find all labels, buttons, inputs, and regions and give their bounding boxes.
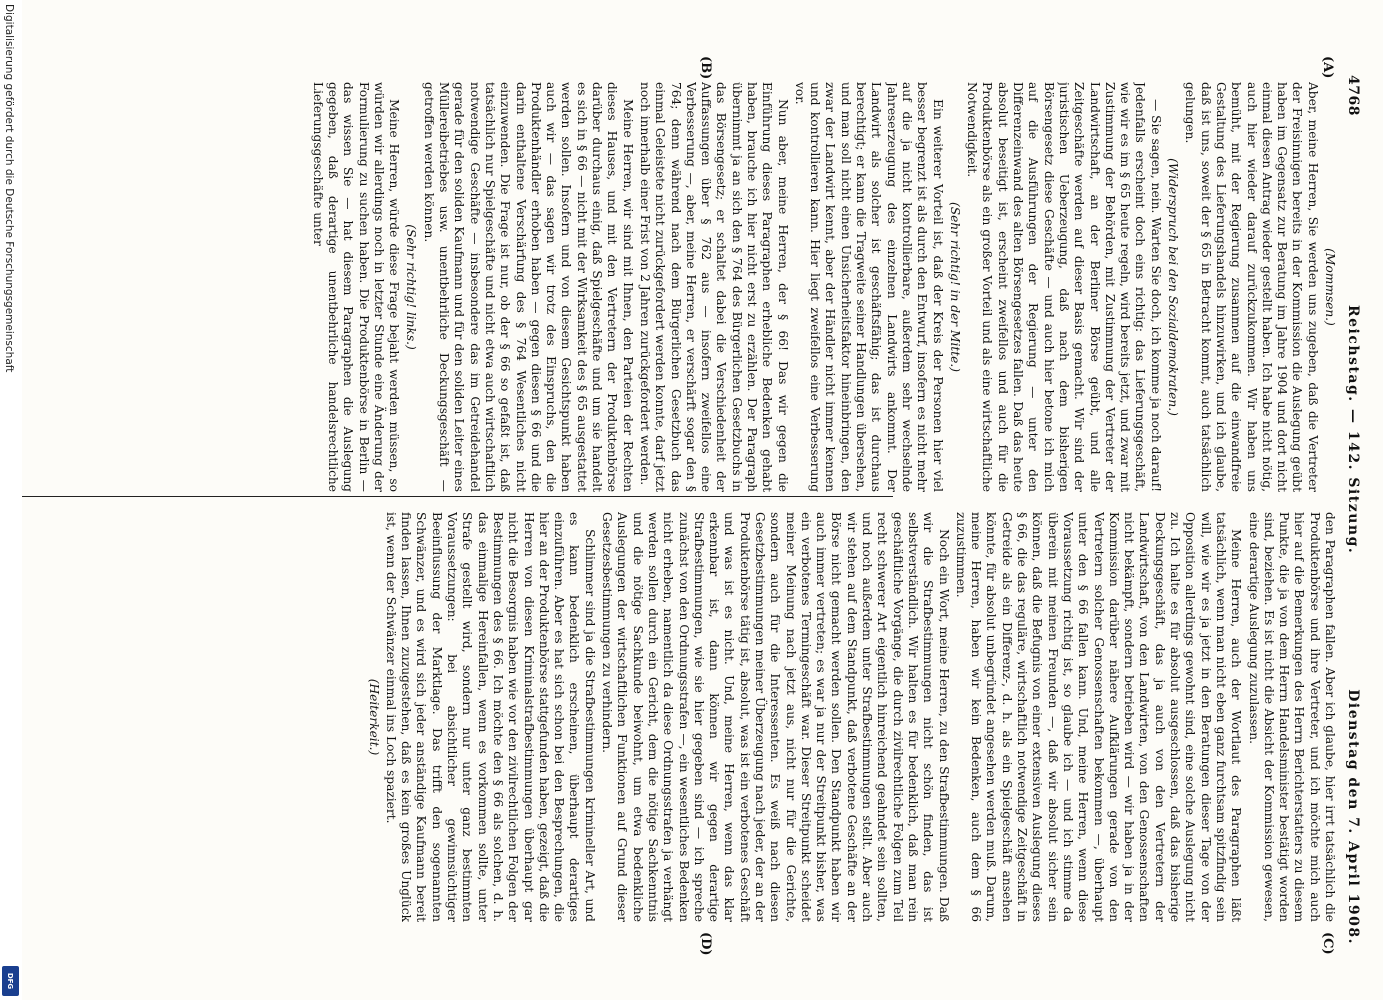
dfg-logo-text: DFG: [6, 972, 15, 990]
interjection: (Widerspruch bei den Sozialdemokraten.): [1166, 158, 1181, 416]
column-divider: [13, 496, 893, 497]
digitization-credit: [0, 0, 22, 1000]
paragraph: — Sie sagen, nein. Warten Sie doch, ich komme ja noch darauf! Jedenfalls erscheint doch eins richtig: das Lieferungsgeschäft, wie wir es im § 65 heute regeln, wird bereits jetzt, und zwar mit Zustimmung der Behörden, mit Zustimmung der Vertreter der Landwirtschaft, an der Berliner Börse geübt, und alle Zeitgeschäfte werden auf dieser Basis gemacht. Wir sind der juristischen Ueberzeugung, daß nach dem bisherigen Börsengesetz diese Geschäfte — und auch hier betone ich mich auf die Ausführungen der Regierung — unter den Differenzeinwand des alten Börsengesetzes fallen. Daß das heute absolut beseitigt ist, erscheint zweifellos und auch für die Produktenbörse als ein großer Vorteil und als eine wirtschaftliche Notwendigkeit.: [965, 82, 1163, 492]
interjection: (Sehr richtig! in der Mitte.): [947, 202, 962, 372]
paragraph: Meine Herren, auch der Wortlaut des Paragraphen läßt tatsächlich, wenn man nicht eben ganz furchtsam spitzfindig sein will, wie wir es ja jetzt in den Beratungen dieser Tage von der Opposition allerdings gewohnt sind, eine solche Auslegung nicht zu. Ich halte es für absolut ausgeschlossen, daß das bisherige Deckungsgeschäft, das ja auch von den Vertretern der Landwirtschaft, von den Landwirten, von den Genossenschaften nicht bekämpft, sondern betrieben wird — wir haben ja in der Kommission darüber nähere Aufklärungen gerade von den Vertretern solcher Genossenschaften bekommen —, überhaupt unter den § 66 fallen kann. Und, meine Herren, wenn diese Voraussetzung richtig ist, so glaube ich — und ich stimme da überein mit meinen Freunden —, daß wir absolut sicher sein können, daß die Befugnis von einer extensiven Auslegung dieses § 66, die das reguläre, wirtschaftlich notwendige Zeitgeschäft in Getreide als ein Differenz-, d. h. als ein Spielgeschäft ansehen könnte, für absolut unbegründet angesehen werden muß. Darum, meine Herren, haben wir kein Bedenken, auch dem § 66 zuzustimmen.: [953, 512, 1244, 922]
paragraph: Meine Herren, würde diese Frage bejaht werden müssen, so würden wir allerdings noch in letzter Stunde eine Änderung der Formulierung zu suchen haben. Die Produktenbörse in Berlin — das wissen Sie — hat diesem Paragraphen die Auslegung gegeben, daß derartige unentbehrliche handelsrechtliche Lieferungsgeschäfte unter: [310, 82, 402, 492]
paragraph: den Paragraphen fallen. Aber ich glaube, hier irrt tatsächlich die Produktenbörse und ihre Vertreter, und ich möchte mich auch hier auf die Bemerkungen des Herrn Berichterstatters zu diesem Punkte, die ja von dem Herrn Handelsminister bestätigt worden sind, beziehen. Es ist nicht die Absicht der Kommission gewesen, eine derartige Auslegung zuzulassen.: [1246, 512, 1337, 922]
dfg-logo: [2, 966, 19, 996]
credit-text: Digitalisierung gefördert durch die Deutsche Forschungsgemeinschaft: [3, 4, 15, 373]
margin-marker-d: (D): [698, 932, 713, 956]
header-title: Reichstag. — 142. Sitzung.: [1345, 305, 1361, 555]
paragraph: Ein weiterer Vorteil ist, daß der Kreis der Personen hier viel besser begrenzt ist als durch den Entwurf, insofern es nicht mehr auf die ja nicht kontrollierbare, außerdem sehr wechselnde Jahreserzeugung des einzelnen Landwirts ankommt. Der Landwirt als solcher ist geschäftsfähig; das ist durchaus berechtigt; er kann die Tragweite seiner Handlungen übersehen, und man soll nicht einen Unsicherheitsfaktor hineinbringen, den zwar der Landwirt kennt, aber der Händler nicht immer kennen und kontrollieren kann. Hier liegt zweifellos eine Verbesserung vor.: [792, 82, 945, 492]
margin-marker-b: (B): [698, 56, 713, 80]
paragraph: Aber, meine Herren, Sie werden uns zugeben, daß die Vertreter der Freisinnigen bereits in der Kommission die Auslegung geübt haben im Gegensatz zur Beratung im Jahre 1904 und dort nicht einmal diesen Antrag wieder gestellt haben. Ich habe nicht nötig, auch hier wieder darauf zurückzukommen. Wir haben uns bemüht, mit der Regierung zusammen auf die einwandfreie Gestaltung des Lieferungshandels hinzuwirken, und ich glaube, daß ist uns, soweit der § 65 in Betracht kommt, auch tatsächlich gelungen.: [1183, 82, 1320, 492]
interjection: (Heiterkeit.): [366, 678, 381, 756]
paragraph: Meine Herren, wir sind mit Ihnen, den Parteien der Rechten dieses Hauses, und mit den Vertretern der Produktenbörse darüber durchaus einig, daß Spielgeschäfte und um sie handelt es sich in § 66 — nicht mit der Wirksamkeit des § 65 ausgestattet werden sollen. Insofern und von diesem Gesichtspunkt haben auch wir — das sagen wir trotz des Einspruchs, den die Produktenhändler erhoben haben — gegen diesen § 66 und die darin enthaltene Verschärfung des § 764 Wesentliches nicht einzuwenden. Die Frage ist nur, ob der § 66 so gefaßt ist, daß tatsächlich nur Spielgeschäfte und nicht etwa auch wirtschaftlich notwendige Geschäfte — insbesondere das im Getreidehandel gerade für den soliden Kaufmann und für den soliden Leiter eines Müllereibetriebes usw. unentbehrliche Deckungsgeschäft — getroffen werden können.: [421, 82, 635, 492]
margin-marker-c: (C): [1320, 932, 1335, 955]
paragraph: Noch ein Wort, meine Herren, zu den Strafbestimmungen. Daß wir die Strafbestimmungen nicht schön finden, das ist selbstverständlich. Wir halten es für bedenklich, daß man rein geschäftliche Vorgänge, die durch zivilrechtliche Folgen zum Teil recht schwerer Art eigentlich hinreichend geahndet sein sollten, und noch außerdem unter Strafbestimmungen stellt. Aber auch wir stehen auf dem Standpunkt, daß verbotene Geschäfte an der Börse nicht gemacht werden sollen. Den Standpunkt haben wir auch immer vertreten; es war ja nur der Streitpunkt bisher, was ein verbotenes Termingeschäft war. Dieser Streitpunkt scheidet meiner Meinung nach jetzt aus, nicht nur für die Gerichte, sondern auch für die Interessenten. Es weiß nach diesen Gesetzbestimmungen meiner Überzeugung nach jeder, der an der Produktenbörse tätig ist, absolut, was ist ein verbotenes Geschäft und was ist es nicht. Und, meine Herren, wenn das klar erkennbar ist, dann können wir gegen derartige Strafbestimmungen, wie sie hier gegeben sind — ich spreche zunächst von den Ordnungsstrafen —, ein wesentliches Bedenken nicht erheben, namentlich da diese Ordnungsstrafen ja verhängt werden sollen durch ein Gericht, dem die nötige Sachkenntnis und die nötige Sachkunde beiwohnt, um etwa bedenkliche Auslegungen der wirtschaftlichen Funktionen auf Grund dieser Gesetzesbestimmungen zu verhindern.: [600, 512, 951, 922]
page-header: [1341, 75, 1361, 945]
right-column: [17, 512, 1337, 922]
page-number: 4768: [1345, 75, 1361, 116]
paragraph: Nun aber, meine Herren, der § 66! Das wir gegen die Einführung dieses Paragraphen erhebliche Bedenken gehabt haben, brauche ich hier nicht erst zu erzählen. Der Paragraph übernimmt ja an sich den § 764 des Bürgerlichen Gesetzbuchs in das Börsengesetz; er schaltet dabei die Verschiedenheit der Auffassungen über § 762 aus — insofern zweifellos eine Verbesserung —, aber, meine Herren, er verschärft sogar den § 764; denn während nach dem Bürgerlichen Gesetzbuch das einmal Geleistete nicht zurückgefordert werden konnte, darf jetzt noch innerhalb einer Frist von 2 Jahren zurückgefordert werden.: [637, 82, 790, 492]
left-column: [17, 82, 1337, 492]
margin-marker-a: (A): [1320, 56, 1335, 79]
header-date: Dienstag den 7. April 1908.: [1345, 689, 1361, 945]
paragraph: Schlimmer sind ja die Strafbestimmungen krimineller Art, und es kann bedenklich erscheinen, überhaupt derartiges einzuführen. Aber es hat sich schon bei den Besprechungen, die hier an der Produktenbörse stattgefunden haben, gezeigt, daß die Herren von diesen Kriminalstrafbestimmungen überhaupt gar nicht die Besorgnis haben wie vor den zivilrechtlichen Folgen der Bestimmungen des § 66. Ich möchte den § 66 als solchen, d. h. das einmalige Hereinfallen, wenn es vorkommen sollte, unter Strafe gestellt wird, sondern nur unter ganz bestimmten Voraussetzungen: bei absichtlicher gewinnsüchtiger Beeinflussung der Marktlage. Das trifft den sogenannten Schwänzer, und es wird sich jeder anständige Kaufmann bereit finden lassen, Ihnen zuzugestehen, daß es kein großes Unglück ist, wenn der Schwänzer einmal ins Loch spaziert.: [383, 512, 597, 922]
speaker-name: (Mommsen.): [1323, 248, 1337, 326]
interjection: (Sehr richtig! links.): [404, 224, 419, 350]
